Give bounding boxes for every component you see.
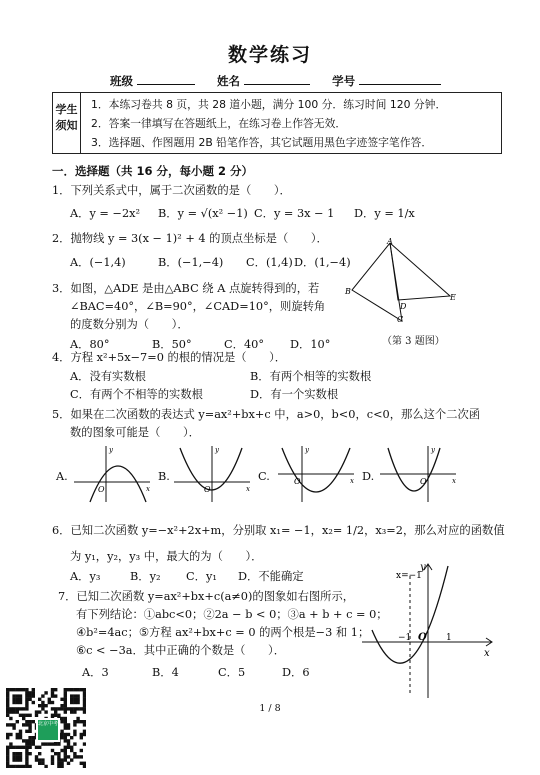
q5-option-a[interactable]: A.	[56, 470, 68, 483]
tick-one: 1	[446, 633, 452, 643]
q7-parabola-graph	[358, 560, 498, 700]
point-d-label: D	[400, 302, 407, 311]
q3-figure-caption: （第 3 题图）	[382, 336, 445, 347]
q5-option-c[interactable]: C.	[258, 470, 270, 483]
q7-option-c[interactable]: C．5	[218, 666, 246, 679]
point-c-label: C	[397, 315, 404, 324]
notice-heading: 学生须知	[53, 93, 81, 153]
student-info-row	[110, 72, 441, 89]
q6-option-c[interactable]: C．y₁	[186, 570, 217, 583]
q1-option-a[interactable]: A．y = −2x²	[70, 207, 141, 220]
svg-text:x: x	[452, 477, 456, 485]
question-7-stem: 7．已知二次函数 y=ax²+bx+c(a≠0)的图象如右图所示，	[58, 590, 355, 603]
q3-option-c[interactable]: C．40°	[224, 338, 264, 351]
q5-graph-c[interactable]	[276, 444, 358, 504]
question-3-stem: 的度数分别为（ ）．	[70, 318, 189, 331]
svg-text:y: y	[109, 446, 113, 454]
q5-graph-d[interactable]	[378, 444, 460, 504]
svg-text:x: x	[246, 485, 250, 493]
svg-text:x: x	[146, 485, 150, 493]
q5-option-b[interactable]: B.	[158, 470, 170, 483]
id-label: 学号	[332, 74, 356, 88]
svg-text:O: O	[420, 477, 427, 486]
question-4-stem: 4．方程 x²+5x−7=0 的根的情况是（ ）．	[52, 351, 287, 364]
question-1-stem: 1．下列关系式中，属于二次函数的是（ ）．	[52, 184, 291, 197]
class-field[interactable]	[137, 72, 195, 85]
page-number: 1 / 8	[259, 703, 281, 714]
question-3-stem: ∠BAC=40°，∠B=90°，∠CAD=10°，则旋转角	[70, 300, 326, 313]
section-heading: 一．选择题（共 16 分，每小题 2 分）	[52, 164, 254, 178]
q3-option-a[interactable]: A．80°	[70, 338, 110, 351]
symmetry-label: x=−1	[396, 571, 422, 581]
svg-text:y: y	[431, 446, 435, 454]
notice-line: 1．本练习卷共 8 页，共 28 道小题，满分 100 分．练习时间 120 分钟．	[91, 98, 447, 111]
q6-option-b[interactable]: B．y₂	[130, 570, 161, 583]
question-5-stem: 5．如果在二次函数的表达式 y=ax²+bx+c 中，a>0，b<0，c<0，那么这个二次函	[52, 408, 481, 421]
class-label: 班级	[110, 74, 133, 88]
q1-option-d[interactable]: D．y = 1/x	[354, 207, 415, 220]
point-a-label: A	[387, 238, 393, 246]
notice-line: 3．选择题、作图题用 2B 铅笔作答，其它试题用黑色字迹签字笔作答．	[91, 136, 433, 149]
qr-logo: 北京中考	[36, 718, 60, 742]
q3-figure	[342, 238, 460, 324]
q2-option-a[interactable]: A．(−1,4)	[70, 256, 126, 269]
q5-option-d[interactable]: D.	[362, 470, 375, 483]
q5-graph-b[interactable]	[172, 444, 254, 504]
point-b-label: B	[345, 287, 351, 296]
origin-label: O	[418, 632, 427, 643]
q2-option-b[interactable]: B．(−1,−4)	[158, 256, 224, 269]
x-label: x	[484, 648, 490, 659]
q6-option-d[interactable]: D．不能确定	[238, 570, 304, 583]
q7-option-d[interactable]: D．6	[282, 666, 310, 679]
q2-option-c[interactable]: C．(1,4)	[246, 256, 293, 269]
question-7-stem: 有下列结论：①abc<0；②2a − b < 0；③a + b + c = 0；	[76, 608, 388, 621]
question-6-stem: 6．已知二次函数 y=−x²+2x+m，分别取 x₁= −1，x₂= 1/2，x₃=2，那么对应的函数值	[52, 524, 505, 537]
tick-neg-one: −1	[398, 633, 412, 643]
notice-line: 2．答案一律填写在答题纸上，在练习卷上作答无效．	[91, 117, 347, 130]
q7-option-b[interactable]: B．4	[152, 666, 179, 679]
question-2-stem: 2．抛物线 y = 3(x − 1)² + 4 的顶点坐标是（ ）．	[52, 232, 328, 245]
triangle-abc	[352, 243, 402, 321]
name-field[interactable]	[244, 72, 310, 85]
q4-option-d[interactable]: D．有一个实数根	[250, 388, 339, 401]
svg-text:x: x	[350, 477, 354, 485]
id-field[interactable]	[359, 72, 441, 85]
q4-option-c[interactable]: C．有两个不相等的实数根	[70, 388, 203, 401]
question-6-stem: 为 y₁，y₂，y₃ 中，最大的为（ ）．	[70, 550, 263, 563]
q5-graph-a[interactable]	[72, 444, 154, 504]
svg-text:O: O	[204, 485, 211, 494]
svg-text:y: y	[305, 446, 309, 454]
y-label: y	[420, 562, 426, 573]
question-7-stem: ④b²=4ac；⑤方程 ax²+bx+c = 0 的两个根是−3 和 1；	[76, 626, 370, 639]
page-title: 数学练习	[227, 44, 312, 66]
q4-option-b[interactable]: B．有两个相等的实数根	[250, 370, 372, 383]
notice-box	[52, 92, 502, 154]
question-7-stem: ⑥c < −3a．其中正确的个数是（ ）．	[76, 644, 285, 657]
q2-option-d[interactable]: D．(1,−4)	[294, 256, 351, 269]
q7-option-a[interactable]: A．3	[82, 666, 109, 679]
q4-option-a[interactable]: A．没有实数根	[70, 370, 146, 383]
svg-text:O: O	[294, 477, 301, 486]
q3-option-d[interactable]: D．10°	[290, 338, 331, 351]
question-3-stem: 3．如图，△ADE 是由△ABC 绕 A 点旋转得到的，若	[52, 282, 320, 295]
q3-option-b[interactable]: B．50°	[152, 338, 192, 351]
question-5-stem: 数的图象可能是（ ）．	[70, 426, 200, 439]
q1-option-c[interactable]: C．y = 3x − 1	[254, 207, 335, 220]
svg-text:O: O	[98, 485, 105, 494]
q1-option-b[interactable]: B．y = √(x² −1)	[158, 207, 248, 220]
triangle-ade	[390, 243, 450, 300]
q6-option-a[interactable]: A．y₃	[70, 570, 101, 583]
name-label: 姓名	[217, 74, 241, 88]
qr-code[interactable]	[6, 688, 86, 768]
point-e-label: E	[450, 293, 456, 302]
svg-text:y: y	[215, 446, 219, 454]
